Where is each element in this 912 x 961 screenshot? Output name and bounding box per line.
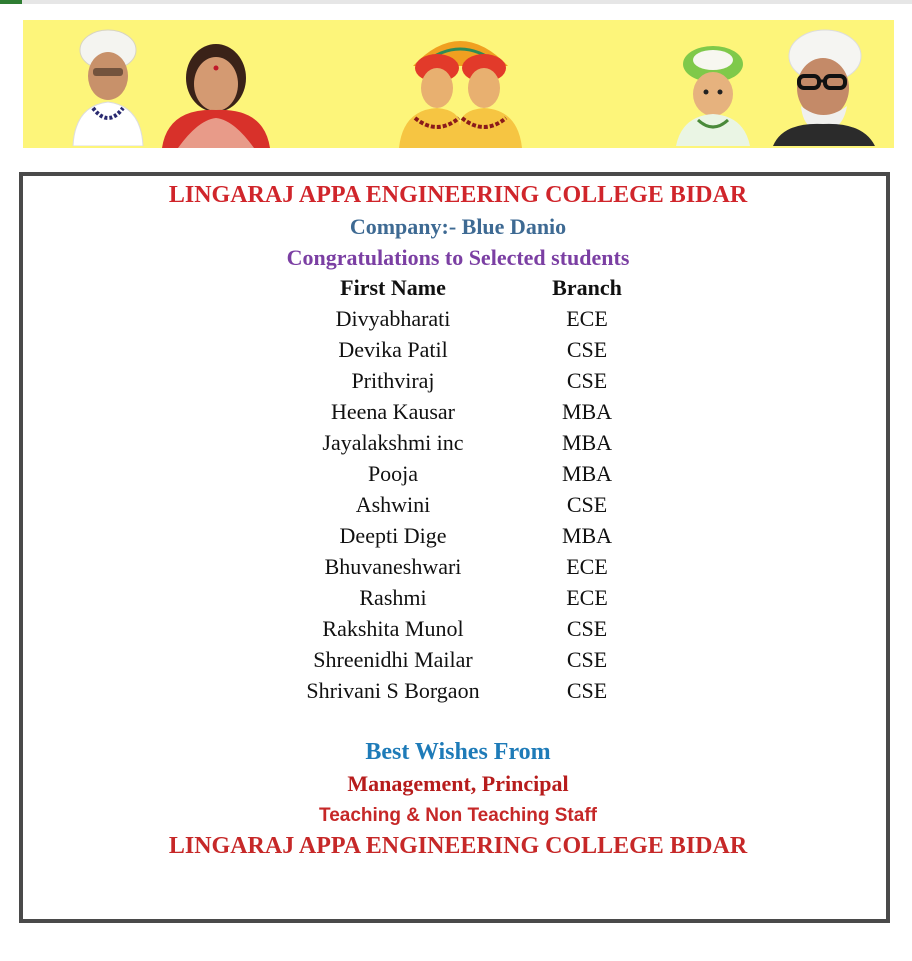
best-wishes-heading: Best Wishes From	[365, 739, 551, 765]
column-header-branch: Branch	[552, 275, 622, 300]
woman-portrait	[158, 38, 273, 148]
college-footer: LINGARAJ APPA ENGINEERING COLLEGE BIDAR	[168, 833, 748, 859]
student-branch: MBA	[561, 430, 613, 455]
college-title: LINGARAJ APPA ENGINEERING COLLEGE BIDAR	[168, 182, 748, 208]
student-branch: MBA	[561, 461, 613, 486]
student-branch: MBA	[561, 399, 613, 424]
student-name: Deepti Dige	[339, 523, 447, 548]
student-name: Ashwini	[355, 492, 431, 517]
student-name: Shrivani S Borgaon	[306, 678, 480, 703]
student-name: Pooja	[367, 461, 419, 486]
student-name: Rakshita Munol	[322, 616, 464, 641]
student-name: Heena Kausar	[331, 399, 455, 424]
top-bar-accent	[0, 0, 22, 4]
top-bar	[0, 0, 912, 4]
staff-line: Teaching & Non Teaching Staff	[319, 805, 597, 826]
child-in-turban-portrait	[668, 42, 758, 146]
student-name: Divyabharati	[335, 306, 451, 331]
student-name: Jayalakshmi inc	[322, 430, 464, 455]
twin-saints-portrait	[393, 26, 528, 148]
student-name: Rashmi	[359, 585, 427, 610]
selection-notice-card	[19, 172, 890, 923]
header-banner	[23, 20, 894, 148]
student-branch: CSE	[566, 647, 608, 672]
student-branch: ECE	[566, 306, 608, 331]
elder-with-glasses-portrait	[763, 26, 878, 146]
management-line: Management, Principal	[347, 771, 569, 796]
student-branch: CSE	[566, 678, 608, 703]
student-branch: CSE	[566, 616, 608, 641]
student-name: Shreenidhi Mailar	[313, 647, 473, 672]
congratulations-heading: Congratulations to Selected students	[286, 245, 630, 270]
student-branch: ECE	[566, 554, 608, 579]
column-header-first-name: First Name	[340, 275, 446, 300]
student-branch: CSE	[566, 337, 608, 362]
student-name: Prithviraj	[351, 368, 435, 393]
elder-in-turban-portrait	[63, 28, 153, 146]
student-branch: CSE	[566, 492, 608, 517]
student-branch: MBA	[561, 523, 613, 548]
student-name: Devika Patil	[338, 337, 448, 362]
student-name: Bhuvaneshwari	[324, 554, 462, 579]
student-branch: CSE	[566, 368, 608, 393]
company-name: Company:- Blue Danio	[349, 214, 567, 239]
student-branch: ECE	[566, 585, 608, 610]
